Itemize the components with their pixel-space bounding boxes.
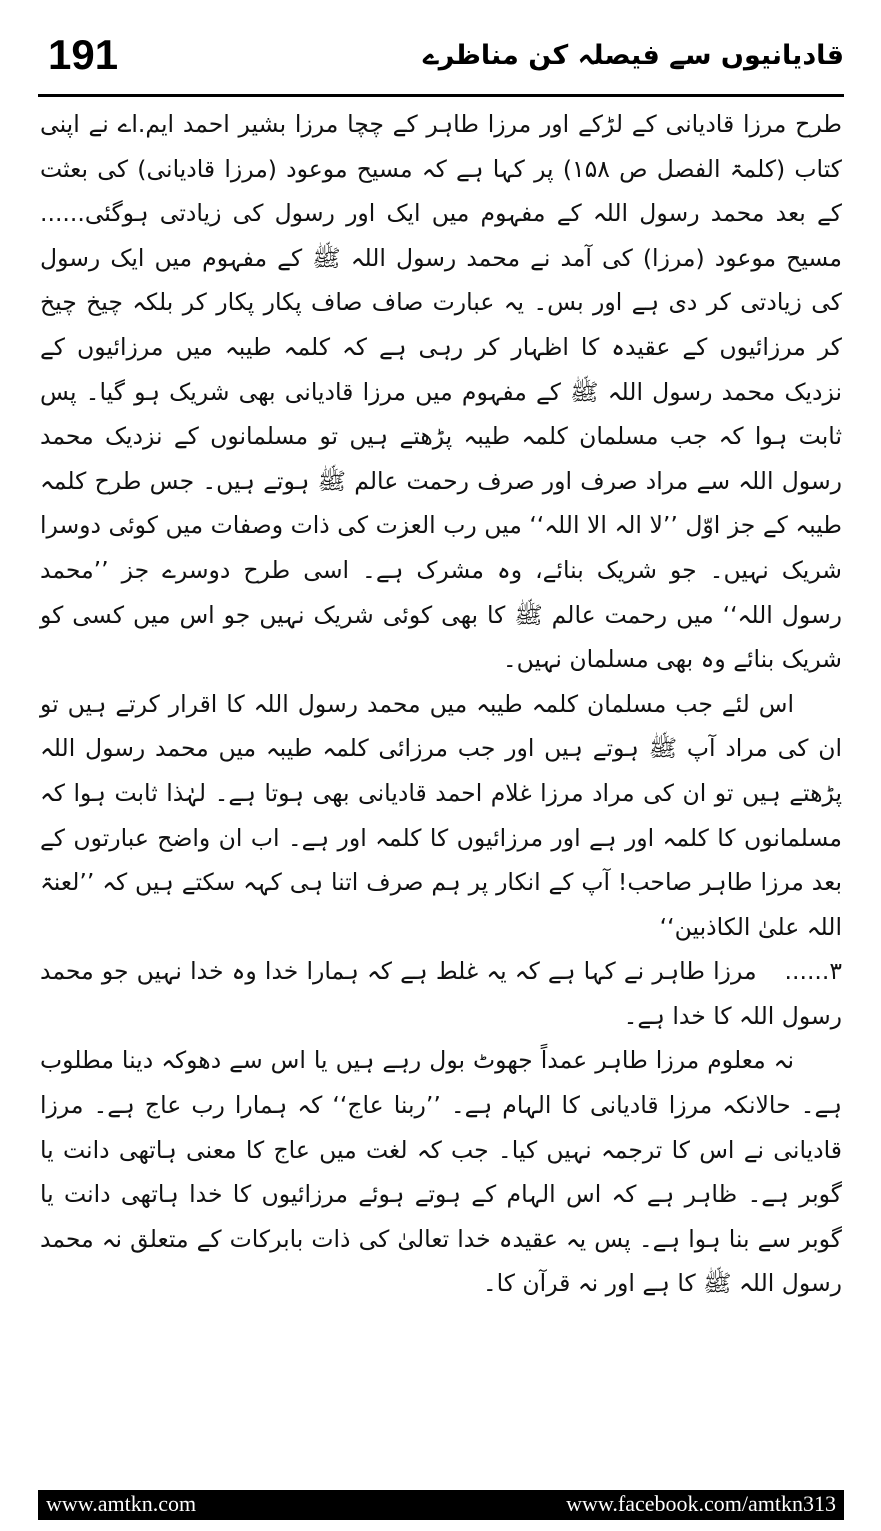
item-number: ۳...... — [784, 957, 842, 986]
page-header — [38, 20, 844, 90]
facebook-link[interactable]: www.facebook.com/amtkn313 — [566, 1491, 836, 1516]
header-divider — [38, 94, 844, 97]
running-title: قادیانیوں سے فیصلہ کن مناظرے — [422, 40, 844, 71]
paragraph-2: اس لئے جب مسلمان کلمہ طیبہ میں محمد رسول اللہ کا اقرار کرتے ہیں تو ان کی مراد آپ ﷺ ہوتے ہیں اور جب مرزائی کلمہ طیبہ میں محمد رسول اللہ پڑھتے ہیں تو ان کی مراد مرزا غلام احمد قادیانی بھی ہوتا ہے۔ لہٰذا ثابت ہوا کہ مسلمانوں کا کلمہ اور ہے اور مرزائیوں کا کلمہ اور ہے۔ اب ان واضح عبارتوں کے بعد مرزا طاہر صاحب! آپ کے انکار پر ہم صرف اتنا ہی کہہ سکتے ہیں کہ ’’لعنۃ اللہ علیٰ الکاذبین‘‘ — [40, 689, 842, 941]
page-number: 191 — [48, 31, 119, 78]
paragraph-1: طرح مرزا قادیانی کے لڑکے اور مرزا طاہر کے چچا مرزا بشیر احمد ایم.اے نے اپنی کتاب (کلمۃ الفصل ص ۱۵۸) پر کہا ہے کہ مسیح موعود (مرزا قادیانی) کی بعثت کے بعد محمد رسول اللہ کے مفہوم میں ایک اور رسول کی زیادتی ہوگئی...... مسیح موعود (مرزا) کی آمد نے محمد رسول اللہ ﷺ کے مفہوم میں ایک رسول کی زیادتی کر دی ہے اور بس۔ یہ عبارت صاف صاف پکار پکار کر بلکہ چیخ چیخ کر مرزائیوں کے عقیدہ کا اظہار کر رہی ہے کہ کلمہ طیبہ میں مرزائیوں کے نزدیک محمد رسول اللہ ﷺ کے مفہوم میں مرزا قادیانی بھی شریک ہو گیا۔ پس ثابت ہوا کہ جب مسلمان کلمہ طیبہ پڑھتے ہیں تو مسلمانوں کے نزدیک محمد رسول اللہ سے مراد صرف اور صرف رحمت عالم ﷺ ہوتے ہیں۔ جس طرح کلمہ طیبہ کے جز اوّل ’’لا الہ الا اللہ‘‘ میں رب العزت کی ذات وصفات میں کوئی دوسرا شریک نہیں۔ جو شریک بنائے، وہ مشرک ہے۔ اسی طرح دوسرے جز ’’محمد رسول اللہ‘‘ میں رحمت عالم ﷺ کا بھی کوئی شریک نہیں جو اس میں کسی کو شریک بنائے وہ بھی مسلمان نہیں۔ — [40, 110, 842, 674]
website-link[interactable]: www.amtkn.com — [46, 1491, 197, 1516]
item-text: مرزا طاہر نے کہا ہے کہ یہ غلط ہے کہ ہمارا خدا وہ خدا نہیں جو محمد رسول اللہ کا خدا ہے۔ — [40, 957, 842, 1030]
numbered-item-3 — [40, 949, 842, 1038]
page-body — [40, 102, 842, 1306]
page-footer — [38, 1490, 844, 1520]
paragraph-3: نہ معلوم مرزا طاہر عمداً جھوٹ بول رہے ہیں یا اس سے دھوکہ دینا مطلوب ہے۔ حالانکہ مرزا قادیانی کا الہام ہے۔ ’’ربنا عاج‘‘ کہ ہمارا رب عاج ہے۔ مرزا قادیانی نے اس کا ترجمہ نہیں کیا۔ جب کہ لغت میں عاج کا معنی ہاتھی دانت یا گوبر ہے۔ ظاہر ہے کہ اس الہام کے ہوتے ہوئے مرزائیوں کا خدا ہاتھی دانت یا گوبر سے بنا ہوا ہے۔ پس یہ عقیدہ خدا تعالیٰ کی ذات بابرکات کے متعلق نہ محمد رسول اللہ ﷺ کا ہے اور نہ قرآن کا۔ — [40, 1046, 842, 1298]
